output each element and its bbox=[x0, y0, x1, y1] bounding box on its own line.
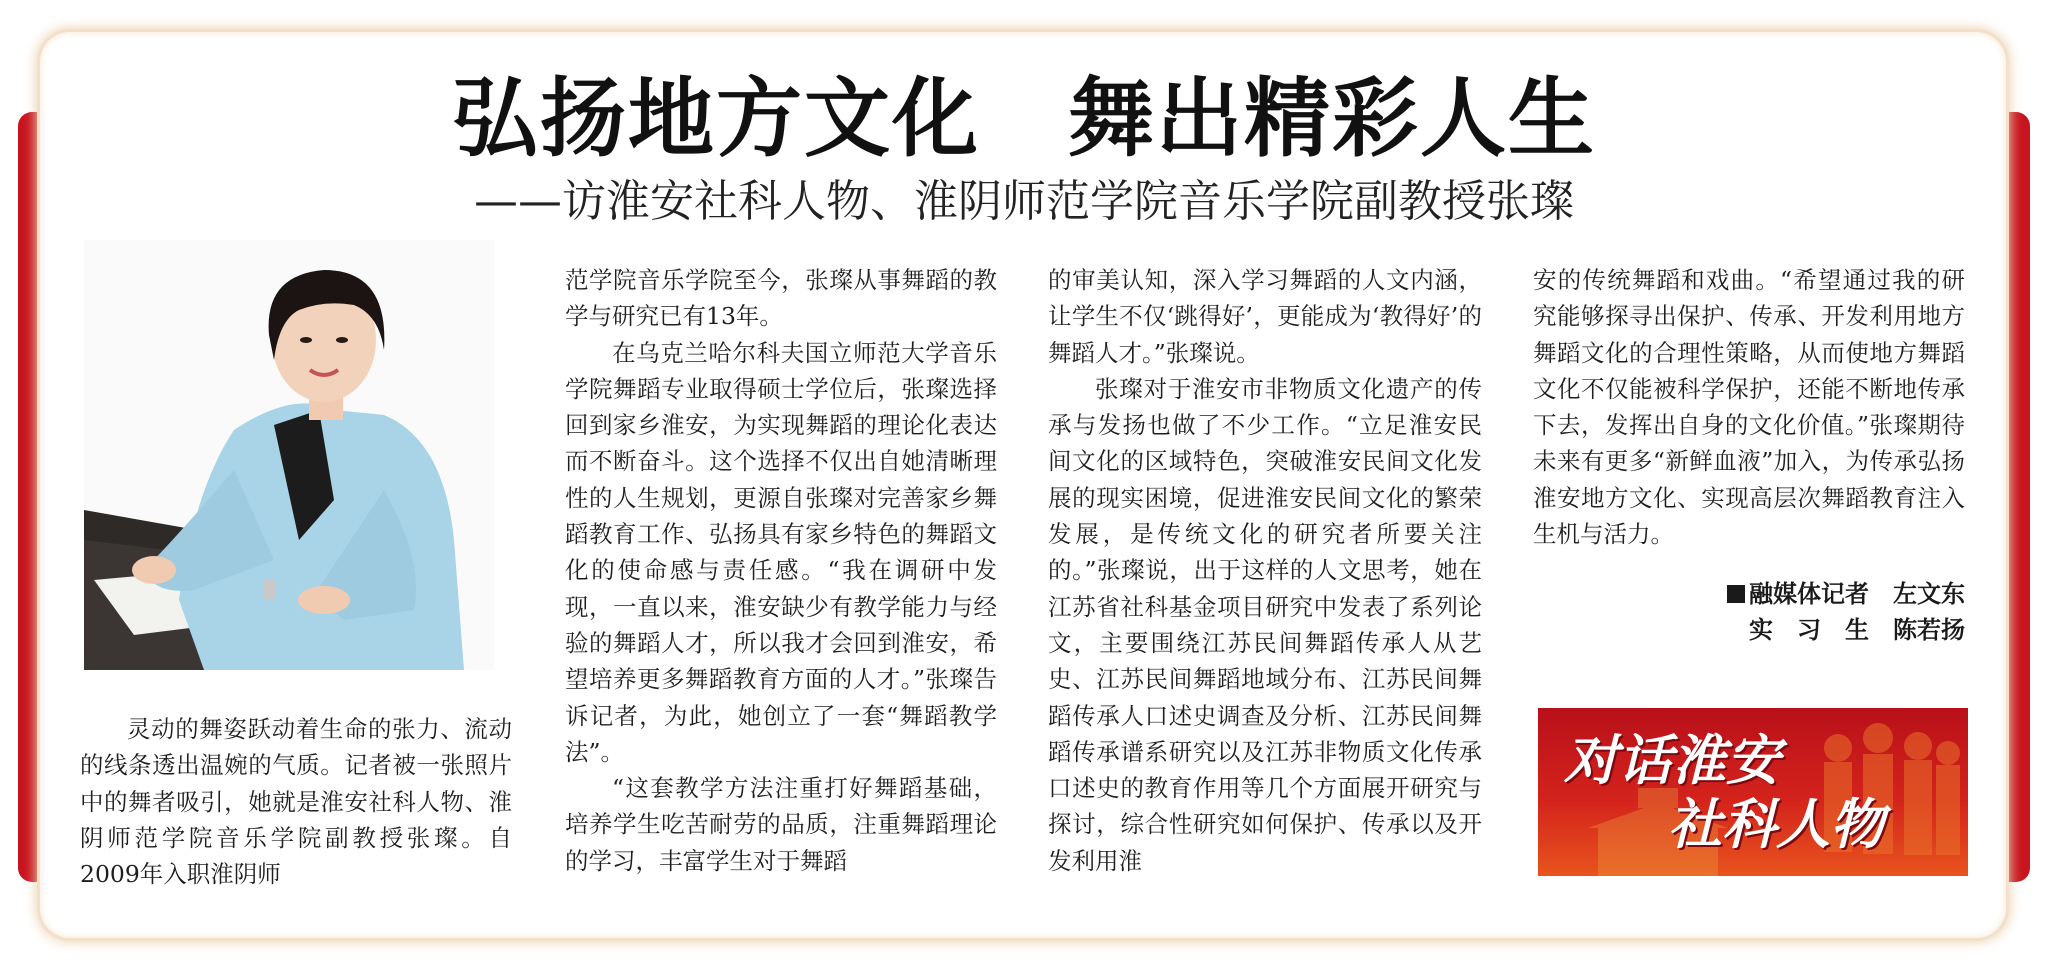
column-logo-banner bbox=[1538, 708, 1968, 876]
banner-title-line2: 社科人物 bbox=[1668, 792, 1884, 856]
banner-title-line1: 对话淮安 bbox=[1564, 728, 1780, 792]
byline-reporter bbox=[1533, 576, 1965, 612]
paragraph: “这套教学方法注重打好舞蹈基础，培养学生吃苦耐劳的品质，注重舞蹈理论的学习，丰富学生对于舞蹈 bbox=[565, 774, 997, 875]
article-column-4 bbox=[1533, 262, 1965, 552]
paragraph: 的审美认知，深入学习舞蹈的人文内涵，让学生不仅‘跳得好’，更能成为‘教得好’的舞蹈人才。”张璨说。 bbox=[1048, 266, 1482, 367]
portrait-photo bbox=[84, 240, 494, 670]
paragraph: 张璨对于淮安市非物质文化遗产的传承与发扬也做了不少工作。“立足淮安民间文化的区域特色，突破淮安民间文化发展的现实困境，促进淮安民间文化的繁荣发展，是传统文化的研究者所要关注的。”张璨说，出于这样的人文思考，她在江苏省社科基金项目研究中发表了系列论文，主要围绕江苏民间舞蹈传承人从艺史、江苏民间舞蹈地域分布、江苏民间舞蹈传承人口述史调查及分析、江苏民间舞蹈传承谱系研究以及江苏非物质文化传承口述史的教育作用等几个方面展开研究与探讨，综合性研究如何保护、传承以及开发利用淮 bbox=[1048, 374, 1482, 875]
byline-reporter-text: 融媒体记者 左文东 bbox=[1749, 580, 1965, 608]
paragraph: 安的传统舞蹈和戏曲。“希望通过我的研究能够探寻出保护、传承、开发利用地方舞蹈文化的合理性策略，从而使地方舞蹈文化不仅能被科学保护，还能不断地传承下去，发挥出自身的文化价值。”张璨期待未来有更多“新鲜血液”加入，为传承弘扬淮安地方文化、实现高层次舞蹈教育注入生机与活力。 bbox=[1533, 266, 1965, 549]
article-column-2 bbox=[565, 262, 997, 879]
headline: 弘扬地方文化 舞出精彩人生 bbox=[452, 69, 1596, 169]
square-bullet-icon bbox=[1727, 585, 1745, 603]
paragraph: 范学院音乐学院至今，张璨从事舞蹈的教学与研究已有13年。 bbox=[565, 266, 997, 331]
paragraph: 在乌克兰哈尔科夫国立师范大学音乐学院舞蹈专业取得硕士学位后，张璨选择回到家乡淮安，为实现舞蹈的理论化表达而不断奋斗。这个选择不仅出自她清晰理性的人生规划，更源自张璨对完善家乡舞蹈教育工作、弘扬具有家乡特色的舞蹈文化的使命感与责任感。“我在调研中发现，一直以来，淮安缺少有教学能力与经验的舞蹈人才，所以我才会回到淮安，希望培养更多舞蹈教育方面的人才。”张璨告诉记者，为此，她创立了一套“舞蹈教学法”。 bbox=[565, 338, 997, 766]
byline-intern: 实 习 生 陈若扬 bbox=[1749, 616, 1965, 644]
article-column-3 bbox=[1048, 262, 1482, 879]
article-column-1 bbox=[80, 711, 512, 892]
portrait-photo-icon bbox=[84, 240, 494, 670]
paragraph: 灵动的舞姿跃动着生命的张力、流动的线条透出温婉的气质。记者被一张照片中的舞者吸引，她就是淮安社科人物、淮阴师范学院音乐学院副教授张璨。自2009年入职淮阴师 bbox=[80, 715, 512, 889]
subheadline: ——访淮安社科人物、淮阴师范学院音乐学院副教授张璨 bbox=[474, 176, 1574, 227]
